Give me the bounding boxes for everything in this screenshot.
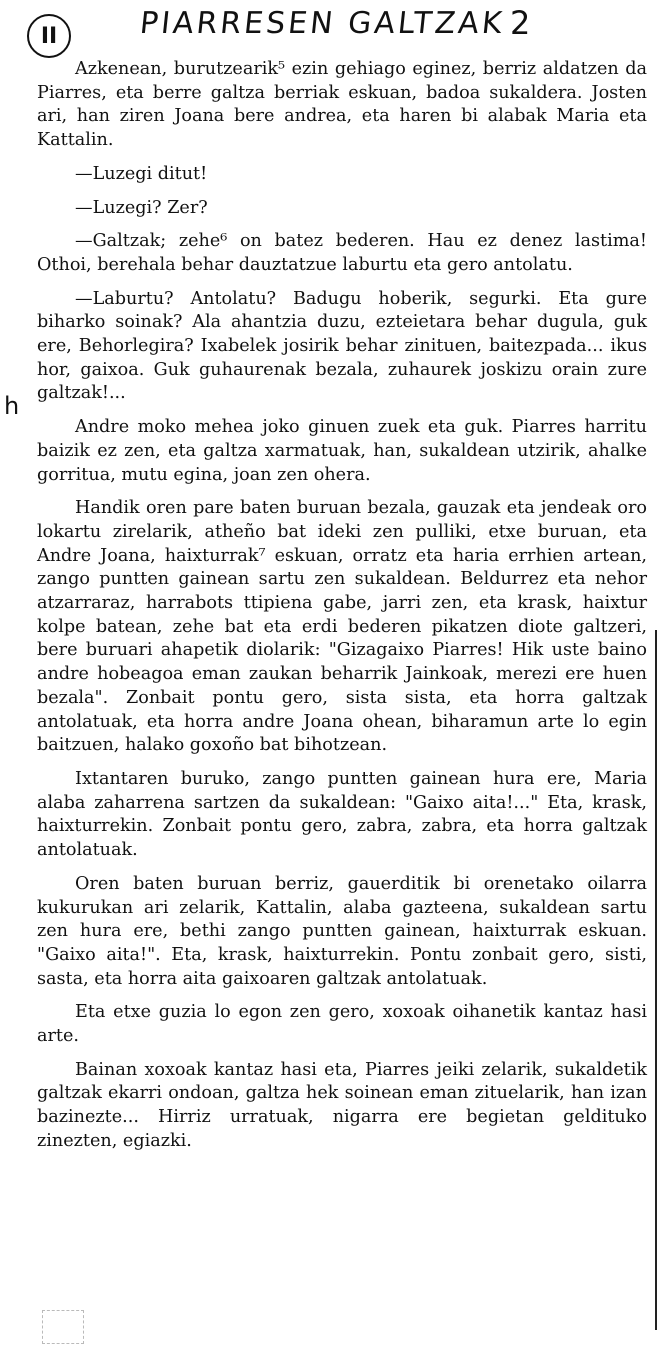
chapter-mark xyxy=(27,14,71,58)
page-title: PIARRESEN GALTZAK xyxy=(138,6,507,41)
stamp-mark xyxy=(42,1310,84,1344)
paragraph: —Luzegi? Zer? xyxy=(75,197,208,218)
paragraph: Bainan xoxoak kantaz hasi eta, Piarres jeiki zelarik, sukaldetik galtzak ekarri ondoan, galtza hek soinean eman zituelarik, han izan bazinezte... Hirriz urratuak, nigarra ere begietan gelditukо zinezten, egiazki. xyxy=(37,1059,647,1151)
margin-annotation: h xyxy=(4,392,20,420)
chapter-mark-text: II xyxy=(40,23,58,49)
page-number: 2 xyxy=(510,4,531,42)
body-text xyxy=(37,58,647,1154)
paragraph: Eta etxe guzia lo egon zen gero, xoxoak oihanetik kantaz hasi arte. xyxy=(37,1002,647,1047)
paragraph: —Luzegi ditut! xyxy=(75,163,208,184)
paragraph: Ixtantaren buruko, zango puntten gainean hura ere, Maria alaba zaharrena sartzen da sukaldean: "Gaixo aita!..." Eta, krask, haixturrekin. Zonbait pontu gero, zabra, zabra, eta horra galtzak antolatuak. xyxy=(37,768,647,861)
paragraph: Andre moko mehea joko ginuen zuek eta guk. Piarres harritu baizik ez zen, eta galtza xarmatuak, han, sukaldean utzirik, ahalke gorritua, mutu egina, joan zen ohera. xyxy=(37,417,647,485)
paragraph: —Laburtu? Antolatu? Badugu hoberik, segurki. Eta gure biharko soinak? Ala ahantzia duzu, ezteietara behar dugula, guk ere, Behorlegira? Ixabelek josirik behar zinituen, baitezpada... ikus hor, gaixoa. Guk guhaurenak bezala, zuhaurek joskizu orain zure galtzak!... xyxy=(37,288,647,404)
paragraph: Oren baten buruan berriz, gauerditik bi orenetako oilarra kukurukan ari zelarik, Kattalin, alaba gazteena, sukaldean sartu zen hura ere, bethi zango puntten gainean, haixturrak eskuan. "Gaixo aita!". Eta, krask, haixturrekin. Pontu zonbait gero, sisti, sasta, eta horra aita gaixoaren galtzak antolatuak. xyxy=(37,873,647,989)
paragraph: Handik oren pare baten buruan bezala, gauzak eta jendeak oro lokartu zirelarik, atheño bat ideki zen pulliki, etxe buruan, eta Andre Joana, haixturrak⁷ eskuan, orratz eta haria errhien artean, zango puntten gainean sartu zen sukaldean. Beldurrez eta nehor atzarraraz, harrabots ttipiena gabe, jarri zen, eta krask, haixtur kolpe batean, zehe bat eta erdi bederen pikatzen diote galtzeri, bere buruari ahapetik diolarik: "Gizagaixo Piarres! Hik uste baino andre hobeagoa eman zaukan beharrik Jainkoak, merezi ere huen bezala". Zonbait pontu gero, sista sista, eta horra galtzak antolatuak, eta horra andre Joana ohean, biharamun arte lo egin baitzuen, halako goxoño bat bihotzean. xyxy=(37,498,647,756)
paragraph: Azkenean, burutzearik⁵ ezin gehiago eginez, berriz aldatzen da Piarres, eta berre galtza berriak eskuan, badoa sukaldera. Josten ari, han ziren Joana bere andrea, eta haren bi alabak Maria eta Kattalin. xyxy=(37,59,647,151)
paragraph: —Galtzak; zehe⁶ on batez bederen. Hau ez denez lastima! Othoi, berehala behar dauztatzue laburtu eta gero antolatu. xyxy=(37,231,647,275)
scan-edge-line xyxy=(655,630,657,1330)
